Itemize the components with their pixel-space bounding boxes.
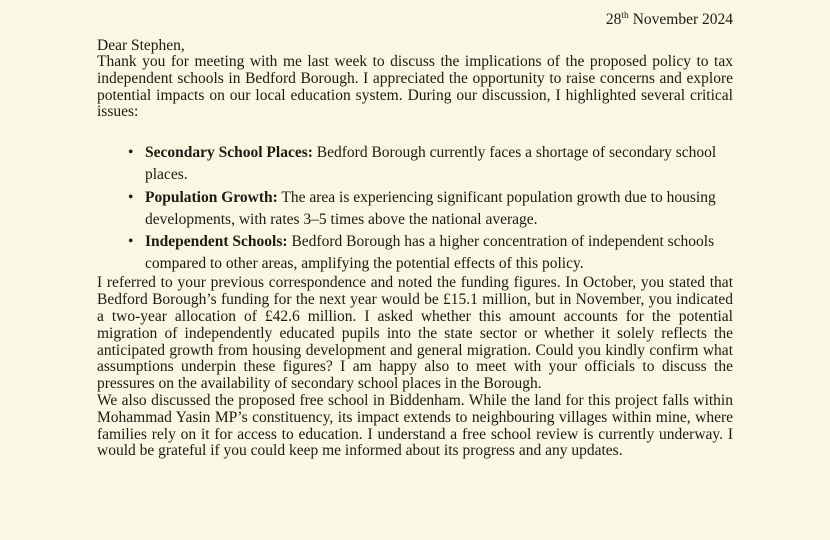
bullet-label: Secondary School Places: <box>145 144 313 162</box>
funding-paragraph: I referred to your previous correspondence and noted the funding figures. In October, you stated that Bedford Borough’s funding for the next year would be £15.1 million, but in November, you indicated a two-year allocation of £42.6 million. I asked whether this amount accounts for the potential migration of independently educated pupils into the state sector or whether it solely reflects the anticipated growth from housing development and general migration. Could you kindly confirm what assumptions underpin these figures? I am happy also to meet with your officials to discuss the pressures on the availability of secondary school places in the Borough. <box>97 274 733 393</box>
bullet-item-secondary-school-places <box>128 142 733 186</box>
date-day: 28 <box>605 11 622 28</box>
date-rest: November 2024 <box>628 11 733 28</box>
date-ordinal-suffix: th <box>621 9 629 21</box>
bullet-dot-icon: • <box>128 144 134 162</box>
bullet-item-population-growth <box>128 187 733 231</box>
letter-date <box>97 11 733 28</box>
bullet-dot-icon: • <box>128 188 134 206</box>
bullet-text: Bedford Borough currently faces a shortage of secondary school places. <box>145 144 717 184</box>
bullet-text: Bedford Borough has a higher concentration of independent schools compared to other areas, amplifying the potential effects of this policy. <box>145 233 715 273</box>
bullet-label: Independent Schools: <box>145 233 288 250</box>
free-school-paragraph: We also discussed the proposed free school in Biddenham. While the land for this project falls within Mohammad Yasin MP’s constituency, its impact extends to neighbouring villages within mine, where families rely on it for access to education. I understand a free school review is currently underway. I would be grateful if you could keep me informed about its progress and any updates. <box>97 391 733 460</box>
salutation: Dear Stephen, <box>97 37 185 54</box>
bullet-dot-icon: • <box>128 233 134 250</box>
issues-bullet-list <box>97 142 733 275</box>
intro-paragraph: Thank you for meeting with me last week to discuss the implications of the proposed policy to tax independent schools in Bedford Borough. I appreciated the opportunity to raise concerns and explore potential impacts on our local education system. During our discussion, I highlighted several critical issues: <box>97 53 733 121</box>
bullet-text: The area is experiencing significant population growth due to housing developments, with rates 3–5 times above the national average. <box>145 188 716 228</box>
bullet-label: Population Growth: <box>145 188 278 206</box>
bullet-item-independent-schools <box>128 231 733 275</box>
